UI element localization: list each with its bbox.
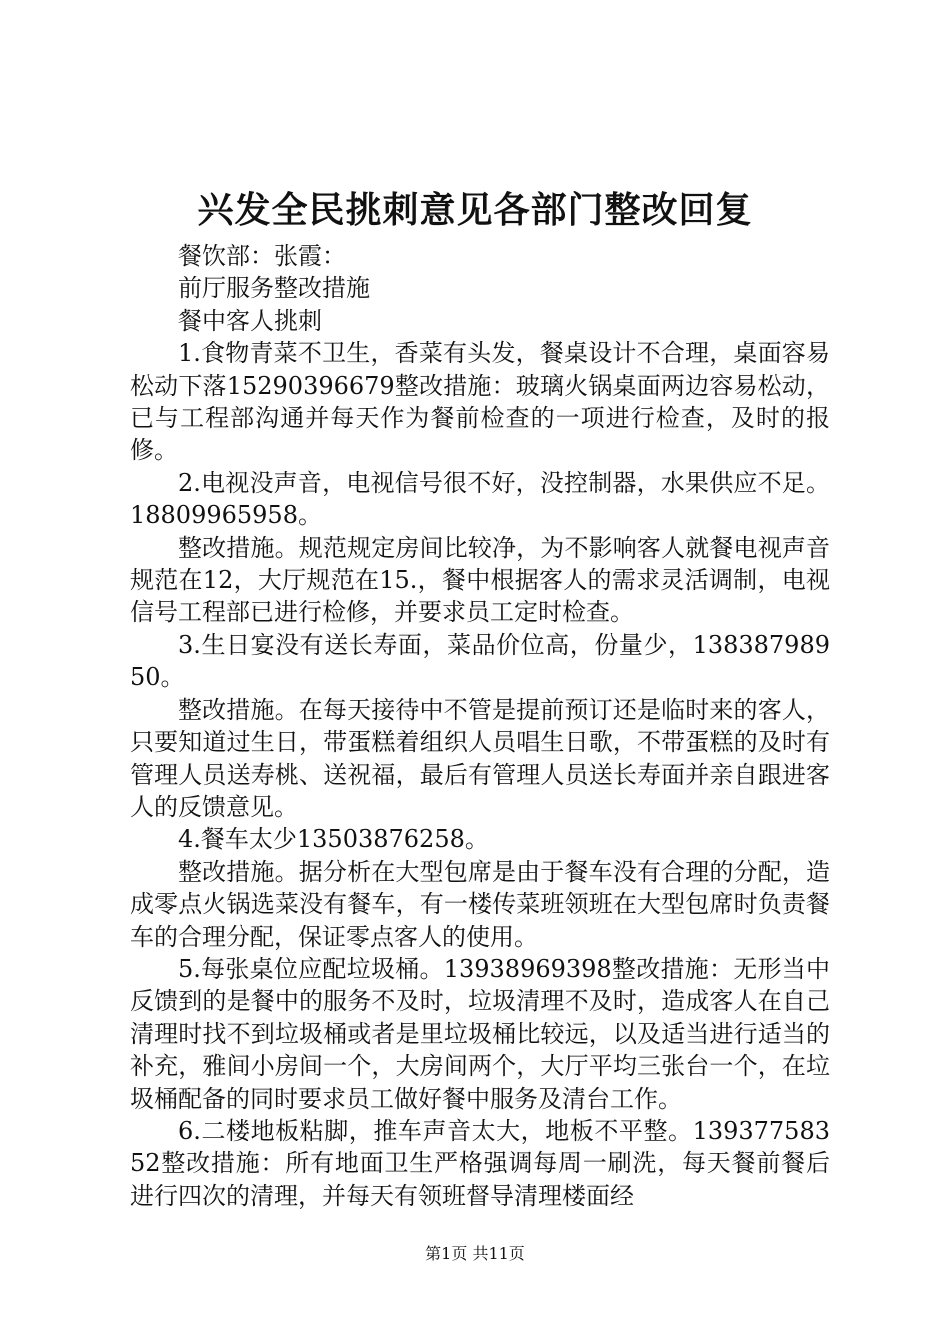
paragraph: 6.二楼地板粘脚，推车声音太大，地板不平整。13937758352整改措施：所有地面卫生严格强调每周一刷洗，每天餐前餐后进行四次的清理，并每天有领班督导清理楼面经: [130, 1116, 830, 1210]
paragraph: 2.电视没声音，电视信号很不好，没控制器，水果供应不足。18809965958。: [130, 468, 830, 530]
paragraph: 整改措施。据分析在大型包席是由于餐车没有合理的分配，造成零点火锅选菜没有餐车，有一楼传菜班领班在大型包席时负责餐车的合理分配，保证零点客人的使用。: [130, 857, 830, 951]
page-number-footer: 第1页 共11页: [425, 1244, 525, 1263]
paragraph: 前厅服务整改措施: [178, 274, 370, 303]
paragraph: 4.餐车太少13503876258。: [178, 825, 489, 854]
paragraph: 3.生日宴没有送长寿面，菜品价位高，份量少，13838798950。: [130, 630, 830, 692]
document-body: [130, 240, 830, 1212]
document-title: 兴发全民挑刺意见各部门整改回复: [197, 189, 753, 231]
paragraph: 1.食物青菜不卫生，香菜有头发，餐桌设计不合理，桌面容易松动下落15290396679整改措施：玻璃火锅桌面两边容易松动，已与工程部沟通并每天作为餐前检查的一项进行检查，及时的报修。: [130, 339, 830, 465]
paragraph: 餐饮部：张霞：: [178, 242, 346, 270]
paragraph: 整改措施。在每天接待中不管是提前预订还是临时来的客人，只要知道过生日，带蛋糕着组织人员唱生日歌，不带蛋糕的及时有管理人员送寿桃、送祝福，最后有管理人员送长寿面并亲自跟进客人的反馈意见。: [130, 695, 830, 821]
paragraph: 餐中客人挑刺: [178, 306, 322, 335]
paragraph: 5.每张桌位应配垃圾桶。13938969398整改措施：无形当中反馈到的是餐中的服务不及时，垃圾清理不及时，造成客人在自己清理时找不到垃圾桶或者是里垃圾桶比较远，以及适当进行适当的补充，雅间小房间一个，大房间两个，大厅平均三张台一个，在垃圾桶配备的同时要求员工做好餐中服务及清台工作。: [130, 954, 830, 1113]
paragraph: 整改措施。规范规定房间比较净，为不影响客人就餐电视声音规范在12，大厅规范在15.，餐中根据客人的需求灵活调制，电视信号工程部已进行检修，并要求员工定时检查。: [130, 533, 830, 627]
